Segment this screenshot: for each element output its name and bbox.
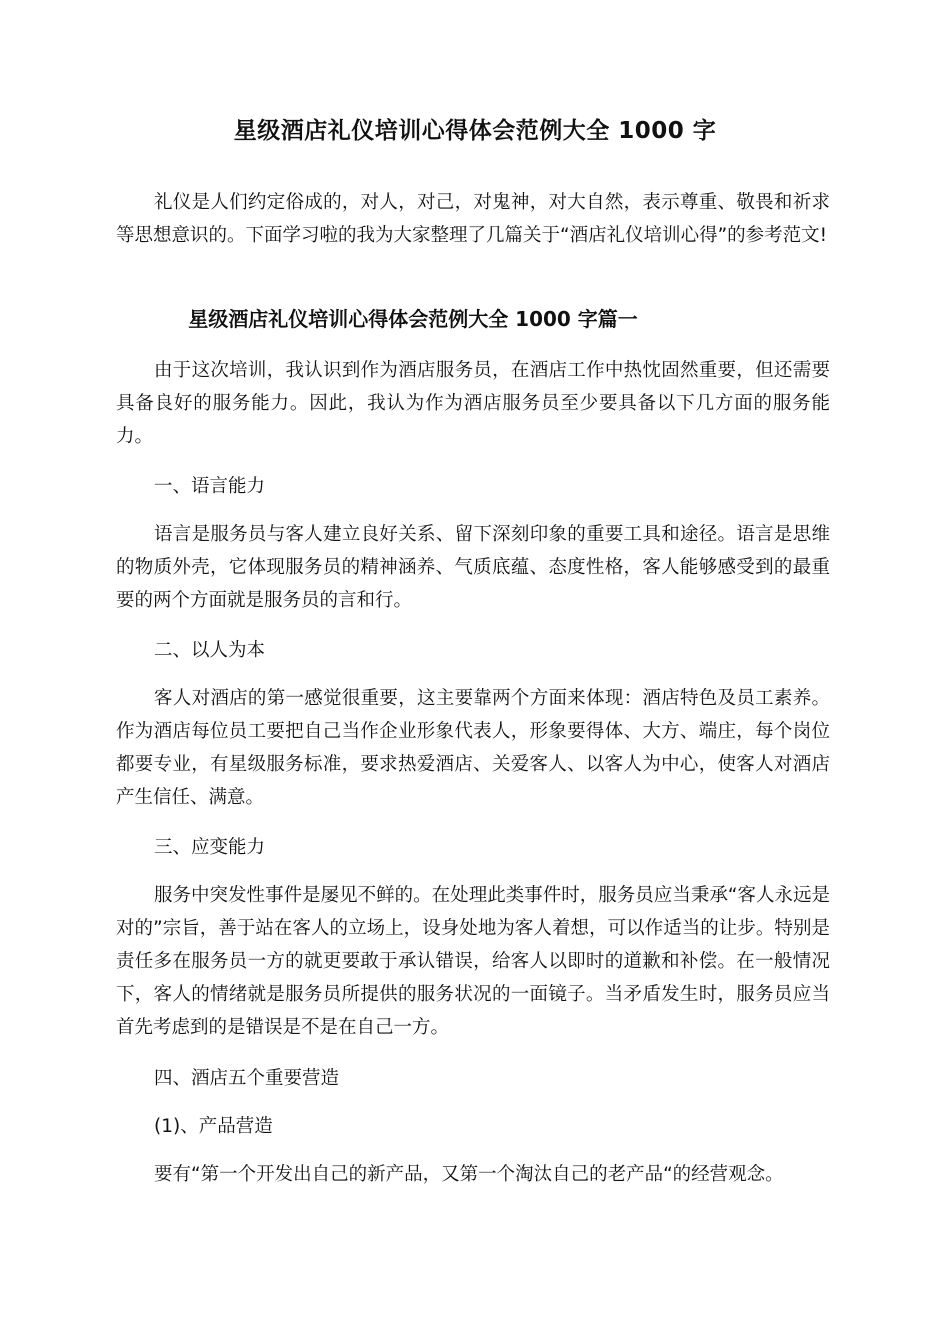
- heading-five-constructs: 四、酒店五个重要营造: [154, 1068, 340, 1089]
- paragraph-1: 由于这次培训，我认识到作为酒店服务员，在酒店工作中热忱固然重要，但还需要具备良好的服务能力。因此，我认为作为酒店服务员至少要具备以下几方面的服务能力。: [116, 360, 830, 447]
- heading-people-oriented: 二、以人为本: [154, 640, 266, 661]
- paragraph-3: 客人对酒店的第一感觉很重要，这主要靠两个方面来体现：酒店特色及员工素养。作为酒店每位员工要把自己当作企业形象代表人，形象要得体、大方、端庄，每个岗位都要专业，有星级服务标准，要求热爱酒店、关爱客人、以客人为中心，使客人对酒店产生信任、满意。: [116, 688, 830, 808]
- paragraph-2: 语言是服务员与客人建立良好关系、留下深刻印象的重要工具和途径。语言是思维的物质外壳，它体现服务员的精神涵养、气质底蕴、态度性格，客人能够感受到的最重要的两个方面就是服务员的言和行。: [116, 524, 830, 611]
- intro-paragraph: 礼仪是人们约定俗成的，对人，对己，对鬼神，对大自然，表示尊重、敬畏和祈求等思想意识的。下面学习啦的我为大家整理了几篇关于“酒店礼仪培训心得”的参考范文!: [116, 192, 830, 246]
- paragraph-5: 要有“第一个开发出自己的新产品，又第一个淘汰自己的老产品“的经营观念。: [154, 1164, 784, 1185]
- heading-product-construct: (1)、产品营造: [154, 1116, 273, 1137]
- document-title: 星级酒店礼仪培训心得体会范例大全 1000 字: [233, 118, 717, 144]
- heading-language-ability: 一、语言能力: [154, 476, 266, 497]
- section-title: 星级酒店礼仪培训心得体会范例大全 1000 字篇一: [188, 307, 638, 331]
- paragraph-4: 服务中突发性事件是屡见不鲜的。在处理此类事件时，服务员应当秉承“客人永远是对的”宗旨，善于站在客人的立场上，设身处地为客人着想，可以作适当的让步。特别是责任多在服务员一方的就更要敢于承认错误，给客人以即时的道歉和补偿。在一般情况下，客人的情绪就是服务员所提供的服务状况的一面镜子。当矛盾发生时，服务员应当首先考虑到的是错误是不是在自己一方。: [116, 885, 830, 1038]
- heading-adaptability: 三、应变能力: [154, 837, 266, 858]
